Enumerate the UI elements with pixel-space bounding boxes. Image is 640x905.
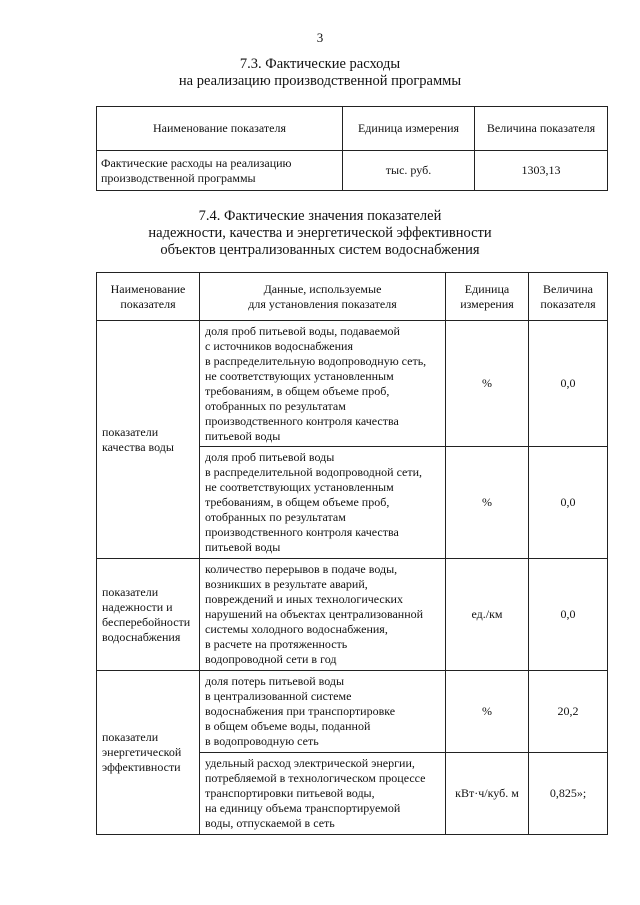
section-7-4-title-line: 7.4. Фактические значения показателей: [198, 208, 442, 224]
data-line: воды, отпускаемой в сеть: [205, 816, 335, 830]
data-line: в распределительной водопроводной сети,: [205, 465, 423, 479]
data-line: повреждений и иных технологических: [205, 592, 403, 606]
row-value: 0,0: [529, 321, 608, 447]
table-row: [97, 151, 608, 191]
data-line: системы холодного водоснабжения,: [205, 622, 388, 636]
header-unit: [446, 273, 529, 321]
data-line: доля проб питьевой воды, подаваемой: [205, 323, 400, 338]
header-line: измерения: [460, 296, 514, 311]
header-indicator-name: Наименование показателя: [97, 107, 343, 151]
indicators-table: [96, 272, 608, 835]
data-line: потребляемой в технологическом процессе: [205, 771, 426, 785]
expenses-table: [96, 106, 608, 191]
header-value: [529, 273, 608, 321]
row-unit: кВт·ч/куб. м: [446, 753, 529, 835]
data-line: отобранных по результатам: [205, 510, 346, 524]
data-line: на единицу объема транспортируемой: [205, 801, 401, 815]
group-name-line: показатели: [102, 424, 159, 439]
header-indicator-name: [97, 273, 200, 321]
table-row: [97, 321, 608, 447]
data-line: не соответствующих установленным: [205, 368, 394, 383]
row-source-data: [200, 753, 446, 835]
table-row: [97, 671, 608, 753]
row-value: 1303,13: [475, 151, 608, 191]
data-line: водопроводной сети в год: [205, 652, 337, 666]
row-source-data: [200, 447, 446, 559]
row-source-data: [200, 321, 446, 447]
data-line: в общем объеме воды, поданной: [205, 719, 371, 733]
data-line: нарушений на объектах централизованной: [205, 607, 424, 621]
group-name-line: энергетической: [102, 745, 182, 759]
section-7-3-title-line: на реализацию производственной программы: [178, 73, 462, 89]
section-7-4-title-line: объектов централизованных систем водоснабжения: [160, 242, 480, 258]
row-value: 0,0: [529, 447, 608, 559]
data-line: в водопроводную сеть: [205, 734, 319, 748]
data-line: требованиям, в общем объеме проб,: [205, 383, 390, 398]
page-number: 3: [316, 30, 324, 45]
section-7-3-title-line: 7.3. Фактические расходы: [239, 56, 401, 72]
row-indicator-name-line: производственной программы: [101, 170, 256, 185]
header-value: Величина показателя: [475, 107, 608, 151]
table-row: [97, 559, 608, 671]
row-indicator-name-line: Фактические расходы на реализацию: [101, 155, 292, 170]
header-line: показателя: [120, 296, 176, 311]
header-line: Наименование: [110, 281, 186, 296]
row-unit: %: [446, 671, 529, 753]
data-line: доля потерь питьевой воды: [205, 674, 345, 688]
row-unit: тыс. руб.: [343, 151, 475, 191]
data-line: требованиям, в общем объеме проб,: [205, 495, 390, 509]
data-line: транспортировки питьевой воды,: [205, 786, 375, 800]
header-line: Данные, используемые: [263, 281, 382, 296]
group-reliability-name: [97, 559, 200, 671]
group-name-line: показатели: [102, 584, 159, 599]
table-header-row: [97, 107, 608, 151]
group-name-line: качества воды: [102, 439, 174, 454]
data-line: в распределительную водопроводную сеть,: [205, 353, 427, 368]
header-source-data: [200, 273, 446, 321]
group-water-quality-name: [97, 321, 200, 559]
header-line: показателя: [540, 296, 596, 311]
header-unit: Единица измерения: [343, 107, 475, 151]
row-source-data: [200, 671, 446, 753]
header-line: Единица: [464, 281, 510, 296]
row-unit: %: [446, 321, 529, 447]
data-line: питьевой воды: [205, 428, 281, 443]
row-value: 20,2: [529, 671, 608, 753]
data-line: производственного контроля качества: [205, 525, 399, 539]
group-name-line: надежности и: [102, 599, 173, 614]
row-indicator-name: [97, 151, 343, 191]
header-line: для установления показателя: [248, 296, 397, 311]
row-value: 0,825»;: [529, 753, 608, 835]
data-line: удельный расход электрической энергии,: [205, 756, 415, 770]
group-name-line: водоснабжения: [102, 629, 181, 644]
data-line: водоснабжения при транспортировке: [205, 704, 396, 718]
section-7-3-title: [0, 56, 640, 90]
data-line: доля проб питьевой воды: [205, 450, 335, 464]
data-line: с источников водоснабжения: [205, 338, 353, 353]
data-line: возникших в результате аварий,: [205, 577, 368, 591]
group-name-line: бесперебойности: [102, 614, 191, 629]
data-line: отобранных по результатам: [205, 398, 346, 413]
group-name-line: показатели: [102, 730, 159, 744]
row-unit: ед./км: [446, 559, 529, 671]
section-7-4-title-line: надежности, качества и энергетической эффективности: [148, 225, 492, 241]
group-name-line: эффективности: [102, 760, 181, 774]
row-unit: %: [446, 447, 529, 559]
data-line: питьевой воды: [205, 540, 281, 554]
row-source-data: [200, 559, 446, 671]
table-header-row: [97, 273, 608, 321]
data-line: производственного контроля качества: [205, 413, 399, 428]
row-value: 0,0: [529, 559, 608, 671]
group-energy-efficiency-name: [97, 671, 200, 835]
data-line: в расчете на протяженность: [205, 637, 348, 651]
data-line: в централизованной системе: [205, 689, 352, 703]
data-line: не соответствующих установленным: [205, 480, 394, 494]
data-line: количество перерывов в подаче воды,: [205, 562, 398, 576]
header-line: Величина: [543, 281, 593, 296]
section-7-4-title: [0, 208, 640, 259]
